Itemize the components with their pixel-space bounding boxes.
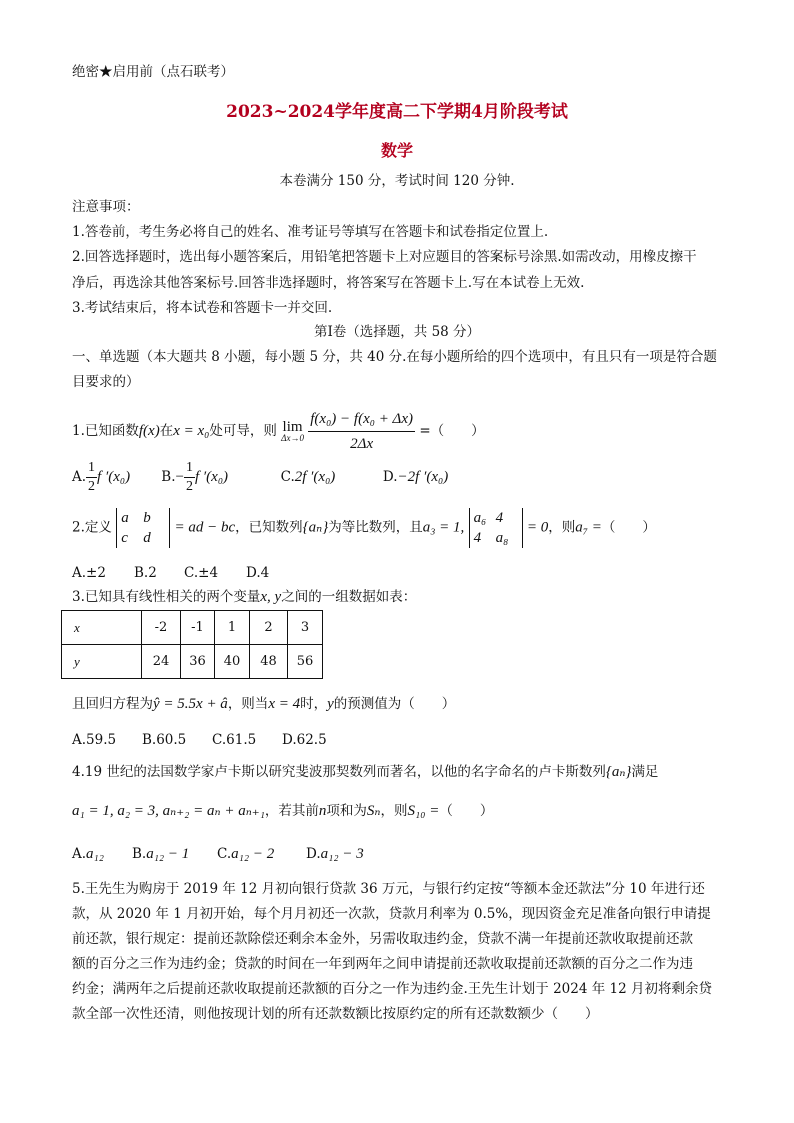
option-expr: a₁₂ − 2: [231, 846, 275, 862]
q4-tail: （ ）: [439, 803, 494, 819]
q2-eq-zero: = 0: [526, 519, 549, 536]
question-5-line: 款，从 2020 年 1 月初开始，每个月月初还一次款，贷款月利率为 0.5%，现因资金充足准备向银行申请提: [72, 906, 711, 922]
option-label: B.: [161, 469, 176, 485]
table-cell: 24: [142, 645, 181, 679]
option-coefficient: [184, 460, 195, 495]
q4-text: 满足: [631, 764, 659, 780]
q2-option-d: D.4: [246, 565, 270, 581]
q1-tail: =（ ）: [419, 423, 485, 439]
q2-determinant-given: [469, 508, 523, 548]
q2-ask: a₇ =: [575, 519, 602, 536]
notice-item: 3.考试结束后，将本试卷和答题卡一并交回.: [72, 300, 333, 316]
q4-option-a: [72, 846, 132, 862]
q4-option-c: [217, 846, 306, 862]
q3-question-line: [72, 696, 455, 712]
table-row: [62, 611, 323, 645]
confidential-label: 绝密★启用前（点石联考）: [72, 64, 234, 80]
q3-text: 时，: [300, 696, 328, 712]
option-expr: a₁₂: [86, 846, 104, 862]
q1-options: [72, 460, 448, 495]
q2-tail: （ ）: [601, 519, 656, 536]
q3-option-b: B.60.5: [142, 732, 187, 748]
question-4: [72, 764, 658, 780]
notice-item: 1.答卷前，考生务必将自己的姓名、准考证号等填写在答题卡和试卷指定位置上.: [72, 224, 549, 240]
coef-num: 1: [86, 460, 97, 478]
q3-vars: x, y: [260, 589, 282, 605]
option-label: B.: [132, 846, 147, 862]
q3-equation: ŷ = 5.5x + â: [153, 696, 228, 712]
q2-options: [72, 565, 269, 581]
det-cell: a₈: [495, 530, 509, 546]
q2-sequence: {aₙ}: [302, 519, 329, 536]
q1-text: 处可导，则: [209, 423, 277, 439]
q1-lim-word: lim: [282, 419, 303, 435]
section-heading-cont: 目要求的）: [72, 374, 140, 390]
question-3: [72, 589, 416, 605]
q4-text: ，若其前: [264, 803, 319, 819]
q3-text: 且回归方程为: [72, 696, 153, 712]
det-cell: c: [121, 530, 128, 546]
option-expr: a₁₂ − 3: [320, 846, 364, 862]
q4-sn: Sₙ: [366, 803, 381, 819]
q2-option-a: A.±2: [72, 565, 106, 581]
det-cell: 4: [495, 510, 504, 526]
option-label: C.: [280, 469, 295, 485]
q2-determinant-definition: [116, 508, 170, 548]
q2-given: a₃ = 1,: [422, 519, 465, 536]
question-5-line: 额的百分之三作为违约金；贷款的时间在一年到两年之间申请提前还款收取提前还款额的百分之二作为违: [72, 956, 693, 972]
table-cell: 2: [250, 611, 288, 645]
section-heading: 一、单选题（本大题共 8 小题，每小题 5 分，共 40 分.在每小题所给的四个选项中，有且只有一项是符合题: [72, 349, 717, 365]
option-label: D.: [382, 469, 398, 485]
q1-limit: [281, 420, 304, 443]
q3-text: 3.已知具有线性相关的两个变量: [72, 589, 261, 605]
option-expr: f ′(x₀): [97, 469, 131, 485]
table-cell: 36: [181, 645, 215, 679]
q4-option-b: [132, 846, 217, 862]
q3-option-c: C.61.5: [212, 732, 257, 748]
notice-item: 净后，再选涂其他答案标号.回答非选择题时，将答案写在答题卡上.写在本试卷上无效.: [72, 275, 585, 291]
q3-options: [72, 732, 327, 748]
subject-title: 数学: [380, 141, 413, 160]
q4-text: ，则: [380, 803, 408, 819]
q1-lim-sub: Δx→0: [281, 433, 304, 443]
det-cell: a₆: [473, 510, 487, 526]
question-5-line: 5.王先生为购房于 2019 年 12 月初向银行贷款 36 万元，与银行约定按“等额本金还款法”分 10 年进行还: [72, 881, 705, 897]
q3-data-table: [61, 610, 323, 679]
q2-text: 为等比数列，且: [328, 519, 423, 536]
part1-title: 第Ⅰ卷（选择题，共 58 分）: [313, 324, 481, 340]
q3-text: ，则当: [227, 696, 269, 712]
q1-denominator: 2Δx: [350, 436, 374, 452]
option-expr: a₁₂ − 1: [146, 846, 190, 862]
q1-fraction: [308, 408, 415, 455]
q4-option-d: [306, 846, 364, 862]
q1-option-b: [161, 460, 276, 495]
option-expr: 2f ′(x₀): [294, 469, 336, 485]
table-row: [62, 645, 323, 679]
question-5-line: 款全部一次性还清，则他按现计划的所有还款数额比按原约定的所有还款数额少（ ）: [72, 1006, 599, 1022]
table-cell: 3: [288, 611, 323, 645]
q4-text: 4.19 世纪的法国数学家卢卡斯以研究斐波那契数列而著名，以他的名字命名的卢卡斯数列: [72, 764, 606, 780]
notice-heading: 注意事项：: [72, 199, 140, 215]
table-cell: 56: [288, 645, 323, 679]
q1-option-c: [281, 469, 379, 485]
option-label: A.: [72, 846, 87, 862]
det-cell: 4: [473, 530, 482, 546]
option-sign: −: [175, 469, 184, 485]
q2-text: ，已知数列: [235, 519, 303, 536]
question-2: [72, 508, 656, 548]
coef-den: 2: [185, 479, 193, 494]
coef-num: 1: [184, 460, 195, 478]
q3-option-a: A.59.5: [72, 732, 117, 748]
exam-info: 本卷满分 150 分，考试时间 120 分钟.: [279, 173, 515, 189]
question-5-line: 约金；满两年之后提前还款收取提前还款额的百分之一作为违约金.王先生计划于 2024 年 12 月初将剩余贷: [72, 981, 712, 997]
option-expr: −2f ′(x₀): [397, 469, 449, 485]
table-cell: 40: [215, 645, 250, 679]
option-expr: f ′(x₀): [194, 469, 229, 485]
q4-condition-line: [72, 803, 493, 819]
q4-options: [72, 846, 364, 862]
q2-option-c: C.±4: [184, 565, 219, 581]
q1-function: f(x): [138, 423, 160, 439]
option-label: A.: [72, 469, 87, 485]
q1-option-d: [383, 469, 448, 485]
exam-title: 2023~2024学年度高二下学期4月阶段考试: [226, 102, 568, 122]
det-cell: d: [143, 530, 151, 546]
q3-yvar: y: [327, 696, 334, 712]
table-header-cell: x: [62, 611, 142, 645]
q1-condition: x = x₀: [173, 423, 210, 439]
q1-option-a: [72, 460, 157, 495]
question-5-line: 前还款，银行规定：提前还款除偿还剩余本金外，另需收取违约金，贷款不满一年提前还款收取提前还款: [72, 931, 693, 947]
table-cell: 48: [250, 645, 288, 679]
q2-option-b: B.2: [134, 565, 157, 581]
q4-sequence: {aₙ}: [605, 764, 632, 780]
q1-text: 1.已知函数: [72, 423, 139, 439]
det-cell: b: [143, 510, 151, 526]
q4-recurrence: a₁ = 1, a₂ = 3, aₙ₊₂ = aₙ + aₙ₊₁: [72, 803, 265, 819]
option-label: D.: [306, 846, 321, 862]
q4-text: 项和为: [326, 803, 367, 819]
question-1: [72, 408, 485, 455]
q3-text: 之间的一组数据如表：: [281, 589, 417, 605]
q4-n: n: [318, 803, 327, 819]
q1-text: 在: [159, 423, 174, 439]
q1-numerator: f(x₀) − f(x₀ + Δx): [308, 408, 415, 432]
q2-text: 2.定义: [72, 519, 112, 536]
q4-s10: S₁₀ =: [407, 803, 440, 819]
q3-option-d: D.62.5: [282, 732, 327, 748]
notice-item: 2.回答选择题时，选出每小题答案后，用铅笔把答题卡上对应题目的答案标号涂黑.如需改动，用橡皮擦干: [72, 249, 697, 265]
table-cell: -1: [181, 611, 215, 645]
q3-text: 的预测值为（ ）: [333, 696, 456, 712]
det-cell: a: [121, 510, 129, 526]
table-cell: 1: [215, 611, 250, 645]
table-cell: -2: [142, 611, 181, 645]
option-label: C.: [217, 846, 232, 862]
option-coefficient: [86, 460, 97, 495]
q2-text: ，则: [548, 519, 576, 536]
coef-den: 2: [88, 479, 96, 494]
q2-rhs: = ad − bc: [174, 519, 236, 536]
table-header-cell: y: [62, 645, 142, 679]
q3-condition: x = 4: [268, 696, 301, 712]
